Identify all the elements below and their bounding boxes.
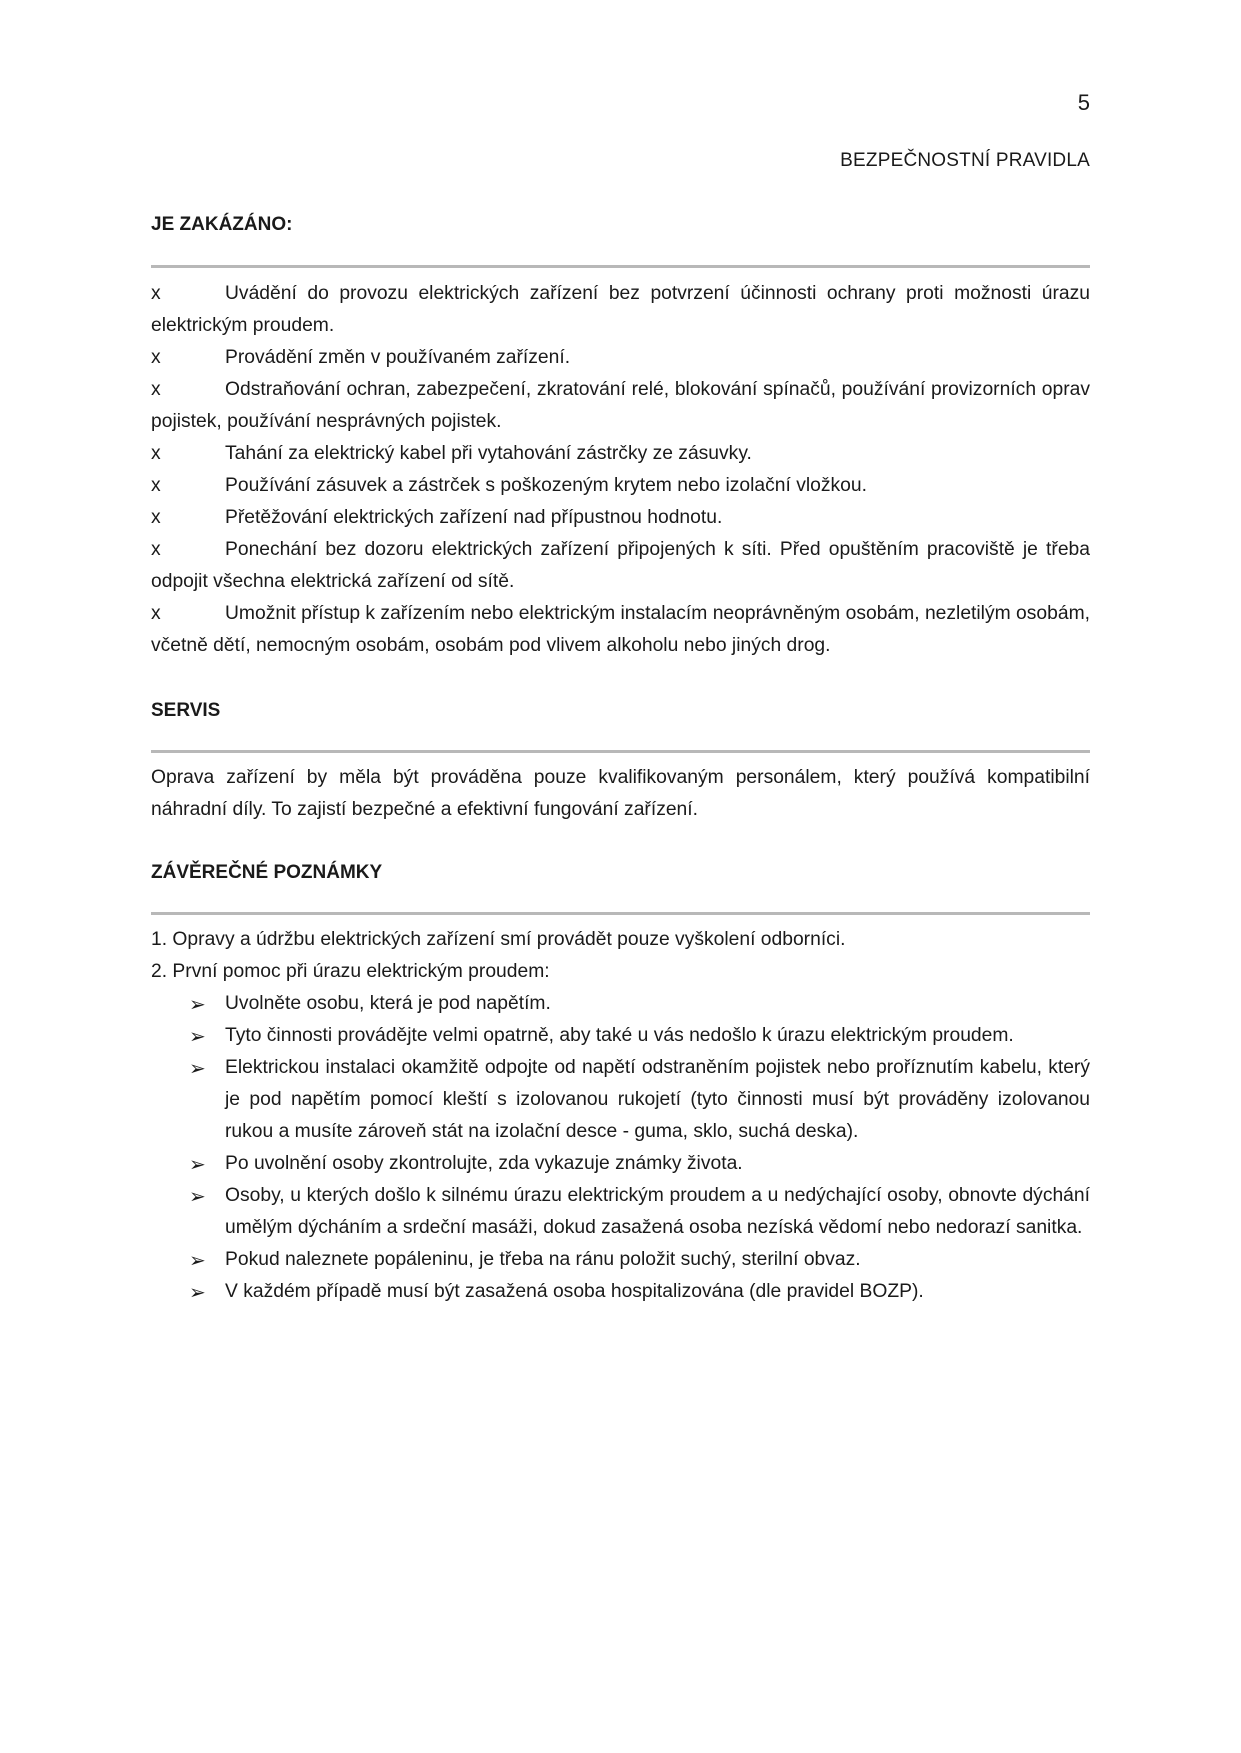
x-marker: x (151, 603, 161, 624)
arrow-bullet-icon: ➢ (189, 1152, 206, 1176)
section-title-final-notes: ZÁVĚREČNÉ POZNÁMKY (151, 862, 383, 883)
list-item (151, 342, 1090, 374)
page-number: 5 (1077, 90, 1090, 115)
section-title-forbidden: JE ZAKÁZÁNO: (151, 214, 293, 235)
list-item (151, 374, 1090, 438)
arrow-bullet-icon: ➢ (189, 1024, 206, 1048)
list-item-text: Odstraňování ochran, zabezpečení, zkratování relé, blokování spínačů, používání provizorních oprav pojistek, používání nesprávných pojistek. (151, 379, 1090, 432)
bullet-item (151, 988, 1090, 1020)
section-divider (151, 750, 1090, 753)
forbidden-list (151, 278, 1090, 662)
x-marker: x (151, 539, 161, 560)
list-item (151, 278, 1090, 342)
list-item-text: Tahání za elektrický kabel při vytahování zástrčky ze zásuvky. (225, 443, 752, 464)
x-marker: x (151, 507, 161, 528)
bullet-text: Pokud naleznete popáleninu, je třeba na ránu položit suchý, sterilní obvaz. (225, 1249, 861, 1270)
section-divider (151, 265, 1090, 268)
list-item (151, 534, 1090, 598)
list-item-text: Provádění změn v používaném zařízení. (225, 347, 571, 368)
section-divider (151, 912, 1090, 915)
x-marker: x (151, 443, 161, 464)
bullet-item (151, 1180, 1090, 1244)
numbered-item: 2. První pomoc při úrazu elektrickým proudem: (151, 961, 550, 982)
list-item-text: Umožnit přístup k zařízením nebo elektrickým instalacím neoprávněným osobám, nezletilým osobám, včetně dětí, nemocným osobám, osobám pod vlivem alkoholu nebo jiných drog. (151, 603, 1090, 656)
arrow-bullet-icon: ➢ (189, 1056, 206, 1080)
bullet-text: V každém případě musí být zasažená osoba hospitalizována (dle pravidel BOZP). (225, 1281, 924, 1302)
list-item-text: Používání zásuvek a zástrček s poškozeným krytem nebo izolační vložkou. (225, 475, 867, 496)
numbered-item: 1. Opravy a údržbu elektrických zařízení smí provádět pouze vyškolení odborníci. (151, 929, 846, 950)
bullet-text: Elektrickou instalaci okamžitě odpojte od napětí odstraněním pojistek nebo proříznutím kabelu, který je pod napětím pomocí kleští s izolovanou rukojetí (tyto činnosti musí být prováděny izolovanou rukou a musíte zároveň stát na izolační desce - guma, sklo, suchá deska). (225, 1057, 1090, 1142)
final-notes-list (151, 924, 1090, 1308)
bullet-text: Tyto činnosti provádějte velmi opatrně, aby také u vás nedošlo k úrazu elektrickým proudem. (225, 1025, 1014, 1046)
service-paragraph: Oprava zařízení by měla být prováděna pouze kvalifikovaným personálem, který používá kompatibilní náhradní díly. To zajistí bezpečné a efektivní fungování zařízení. (151, 767, 1090, 820)
bullet-item (151, 1276, 1090, 1308)
arrow-bullet-icon: ➢ (189, 992, 206, 1016)
bullet-item (151, 1148, 1090, 1180)
x-marker: x (151, 283, 161, 304)
arrow-bullet-icon: ➢ (189, 1280, 206, 1304)
x-marker: x (151, 379, 161, 400)
arrow-bullet-icon: ➢ (189, 1248, 206, 1272)
list-item (151, 438, 1090, 470)
x-marker: x (151, 347, 161, 368)
bullet-text: Osoby, u kterých došlo k silnému úrazu elektrickým proudem a u nedýchající osoby, obnovte dýchání umělým dýcháním a srdeční masáži, dokud zasažená osoba nezíská vědomí nebo nedorazí sanitka. (225, 1185, 1090, 1238)
bullet-item (151, 1020, 1090, 1052)
arrow-bullet-icon: ➢ (189, 1184, 206, 1208)
list-item-text: Ponechání bez dozoru elektrických zařízení připojených k síti. Před opuštěním pracoviště je třeba odpojit všechna elektrická zařízení od sítě. (151, 539, 1090, 592)
list-item-text: Uvádění do provozu elektrických zařízení bez potvrzení účinnosti ochrany proti možnosti úrazu elektrickým proudem. (151, 283, 1090, 336)
bullet-text: Po uvolnění osoby zkontrolujte, zda vykazuje známky života. (225, 1153, 743, 1174)
running-title: BEZPEČNOSTNÍ PRAVIDLA (840, 150, 1090, 171)
list-item-text: Přetěžování elektrických zařízení nad přípustnou hodnotu. (225, 507, 723, 528)
list-item (151, 598, 1090, 662)
list-item (151, 470, 1090, 502)
bullet-item (151, 1052, 1090, 1148)
bullet-item (151, 1244, 1090, 1276)
list-item (151, 502, 1090, 534)
section-title-service: SERVIS (151, 700, 221, 721)
x-marker: x (151, 475, 161, 496)
bullet-text: Uvolněte osobu, která je pod napětím. (225, 993, 551, 1014)
